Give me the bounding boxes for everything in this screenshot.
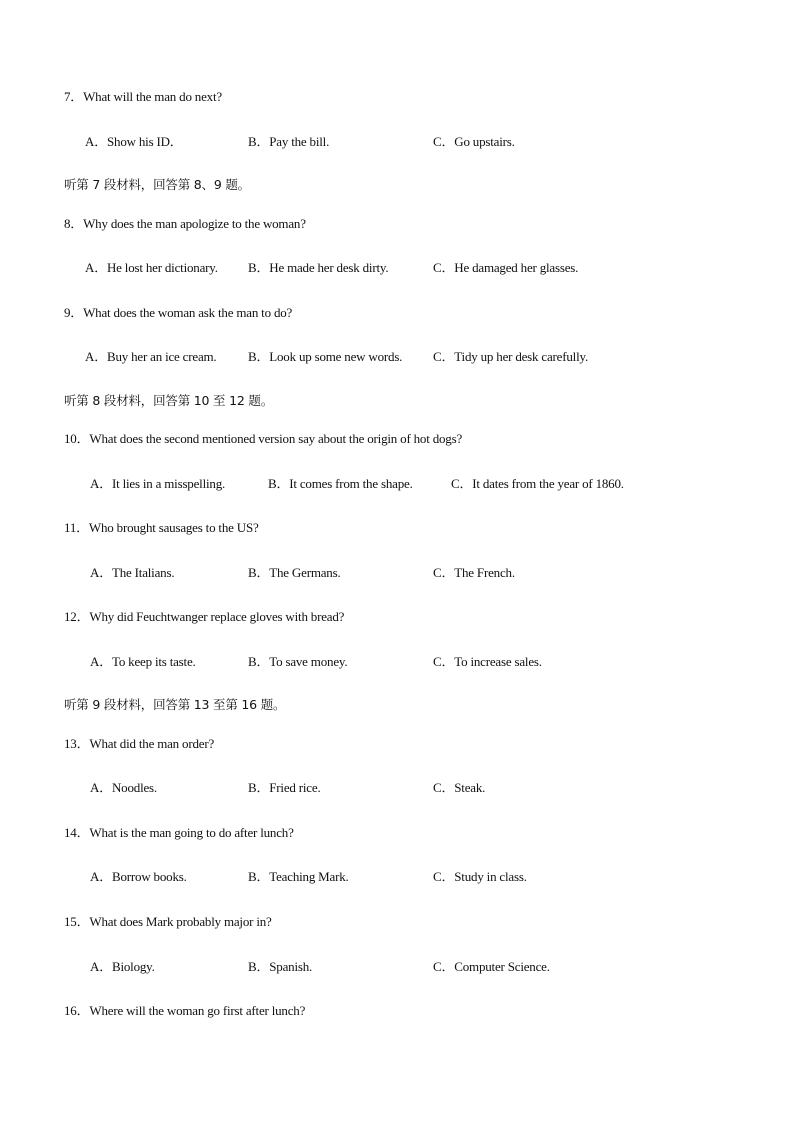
option-c: C．He damaged her glasses.: [433, 260, 579, 275]
option-b: B．Look up some new words.: [248, 349, 403, 364]
option-c: C．The French.: [433, 565, 515, 580]
section-heading-8: 听第 8 段材料，回答第 10 至 12 题。: [64, 393, 274, 408]
option-a: A．Buy her an ice cream.: [85, 349, 217, 364]
question-7: 7．What will the man do next?: [64, 89, 222, 104]
option-c: C．To increase sales.: [433, 654, 542, 669]
option-c: C．Go upstairs.: [433, 134, 515, 149]
question-11: 11．Who brought sausages to the US?: [64, 520, 259, 535]
option-c: C．Study in class.: [433, 869, 527, 884]
option-b: B．Fried rice.: [248, 780, 321, 795]
section-heading-9: 听第 9 段材料，回答第 13 至第 16 题。: [64, 697, 286, 712]
option-c: C．Steak.: [433, 780, 486, 795]
option-a: A．The Italians.: [90, 565, 175, 580]
option-c: C．Tidy up her desk carefully.: [433, 349, 588, 364]
option-a: A．Borrow books.: [90, 869, 187, 884]
question-8: 8．Why does the man apologize to the woman?: [64, 216, 306, 231]
option-b: B．He made her desk dirty.: [248, 260, 389, 275]
option-b: B．It comes from the shape.: [268, 476, 413, 491]
option-a: A．Noodles.: [90, 780, 157, 795]
option-c: C．Computer Science.: [433, 959, 550, 974]
option-b: B．The Germans.: [248, 565, 341, 580]
option-c: C．It dates from the year of 1860.: [451, 476, 624, 491]
option-b: B．Pay the bill.: [248, 134, 330, 149]
question-10: 10．What does the second mentioned version say about the origin of hot dogs?: [64, 431, 463, 446]
section-heading-7: 听第 7 段材料，回答第 8、9 题。: [64, 177, 250, 192]
question-9: 9．What does the woman ask the man to do?: [64, 305, 293, 320]
option-a: A．Show his ID．: [85, 134, 183, 149]
question-13: 13．What did the man order?: [64, 736, 215, 751]
question-16: 16．Where will the woman go first after lunch?: [64, 1003, 306, 1018]
option-a: A．He lost her dictionary.: [85, 260, 218, 275]
question-15: 15．What does Mark probably major in?: [64, 914, 272, 929]
option-b: B．Teaching Mark.: [248, 869, 349, 884]
question-12: 12．Why did Feuchtwanger replace gloves with bread?: [64, 609, 345, 624]
option-b: B．Spanish.: [248, 959, 313, 974]
option-a: A．To keep its taste.: [90, 654, 196, 669]
question-14: 14．What is the man going to do after lunch?: [64, 825, 294, 840]
option-a: A．Biology.: [90, 959, 155, 974]
option-a: A．It lies in a misspelling.: [90, 476, 226, 491]
option-b: B．To save money.: [248, 654, 348, 669]
